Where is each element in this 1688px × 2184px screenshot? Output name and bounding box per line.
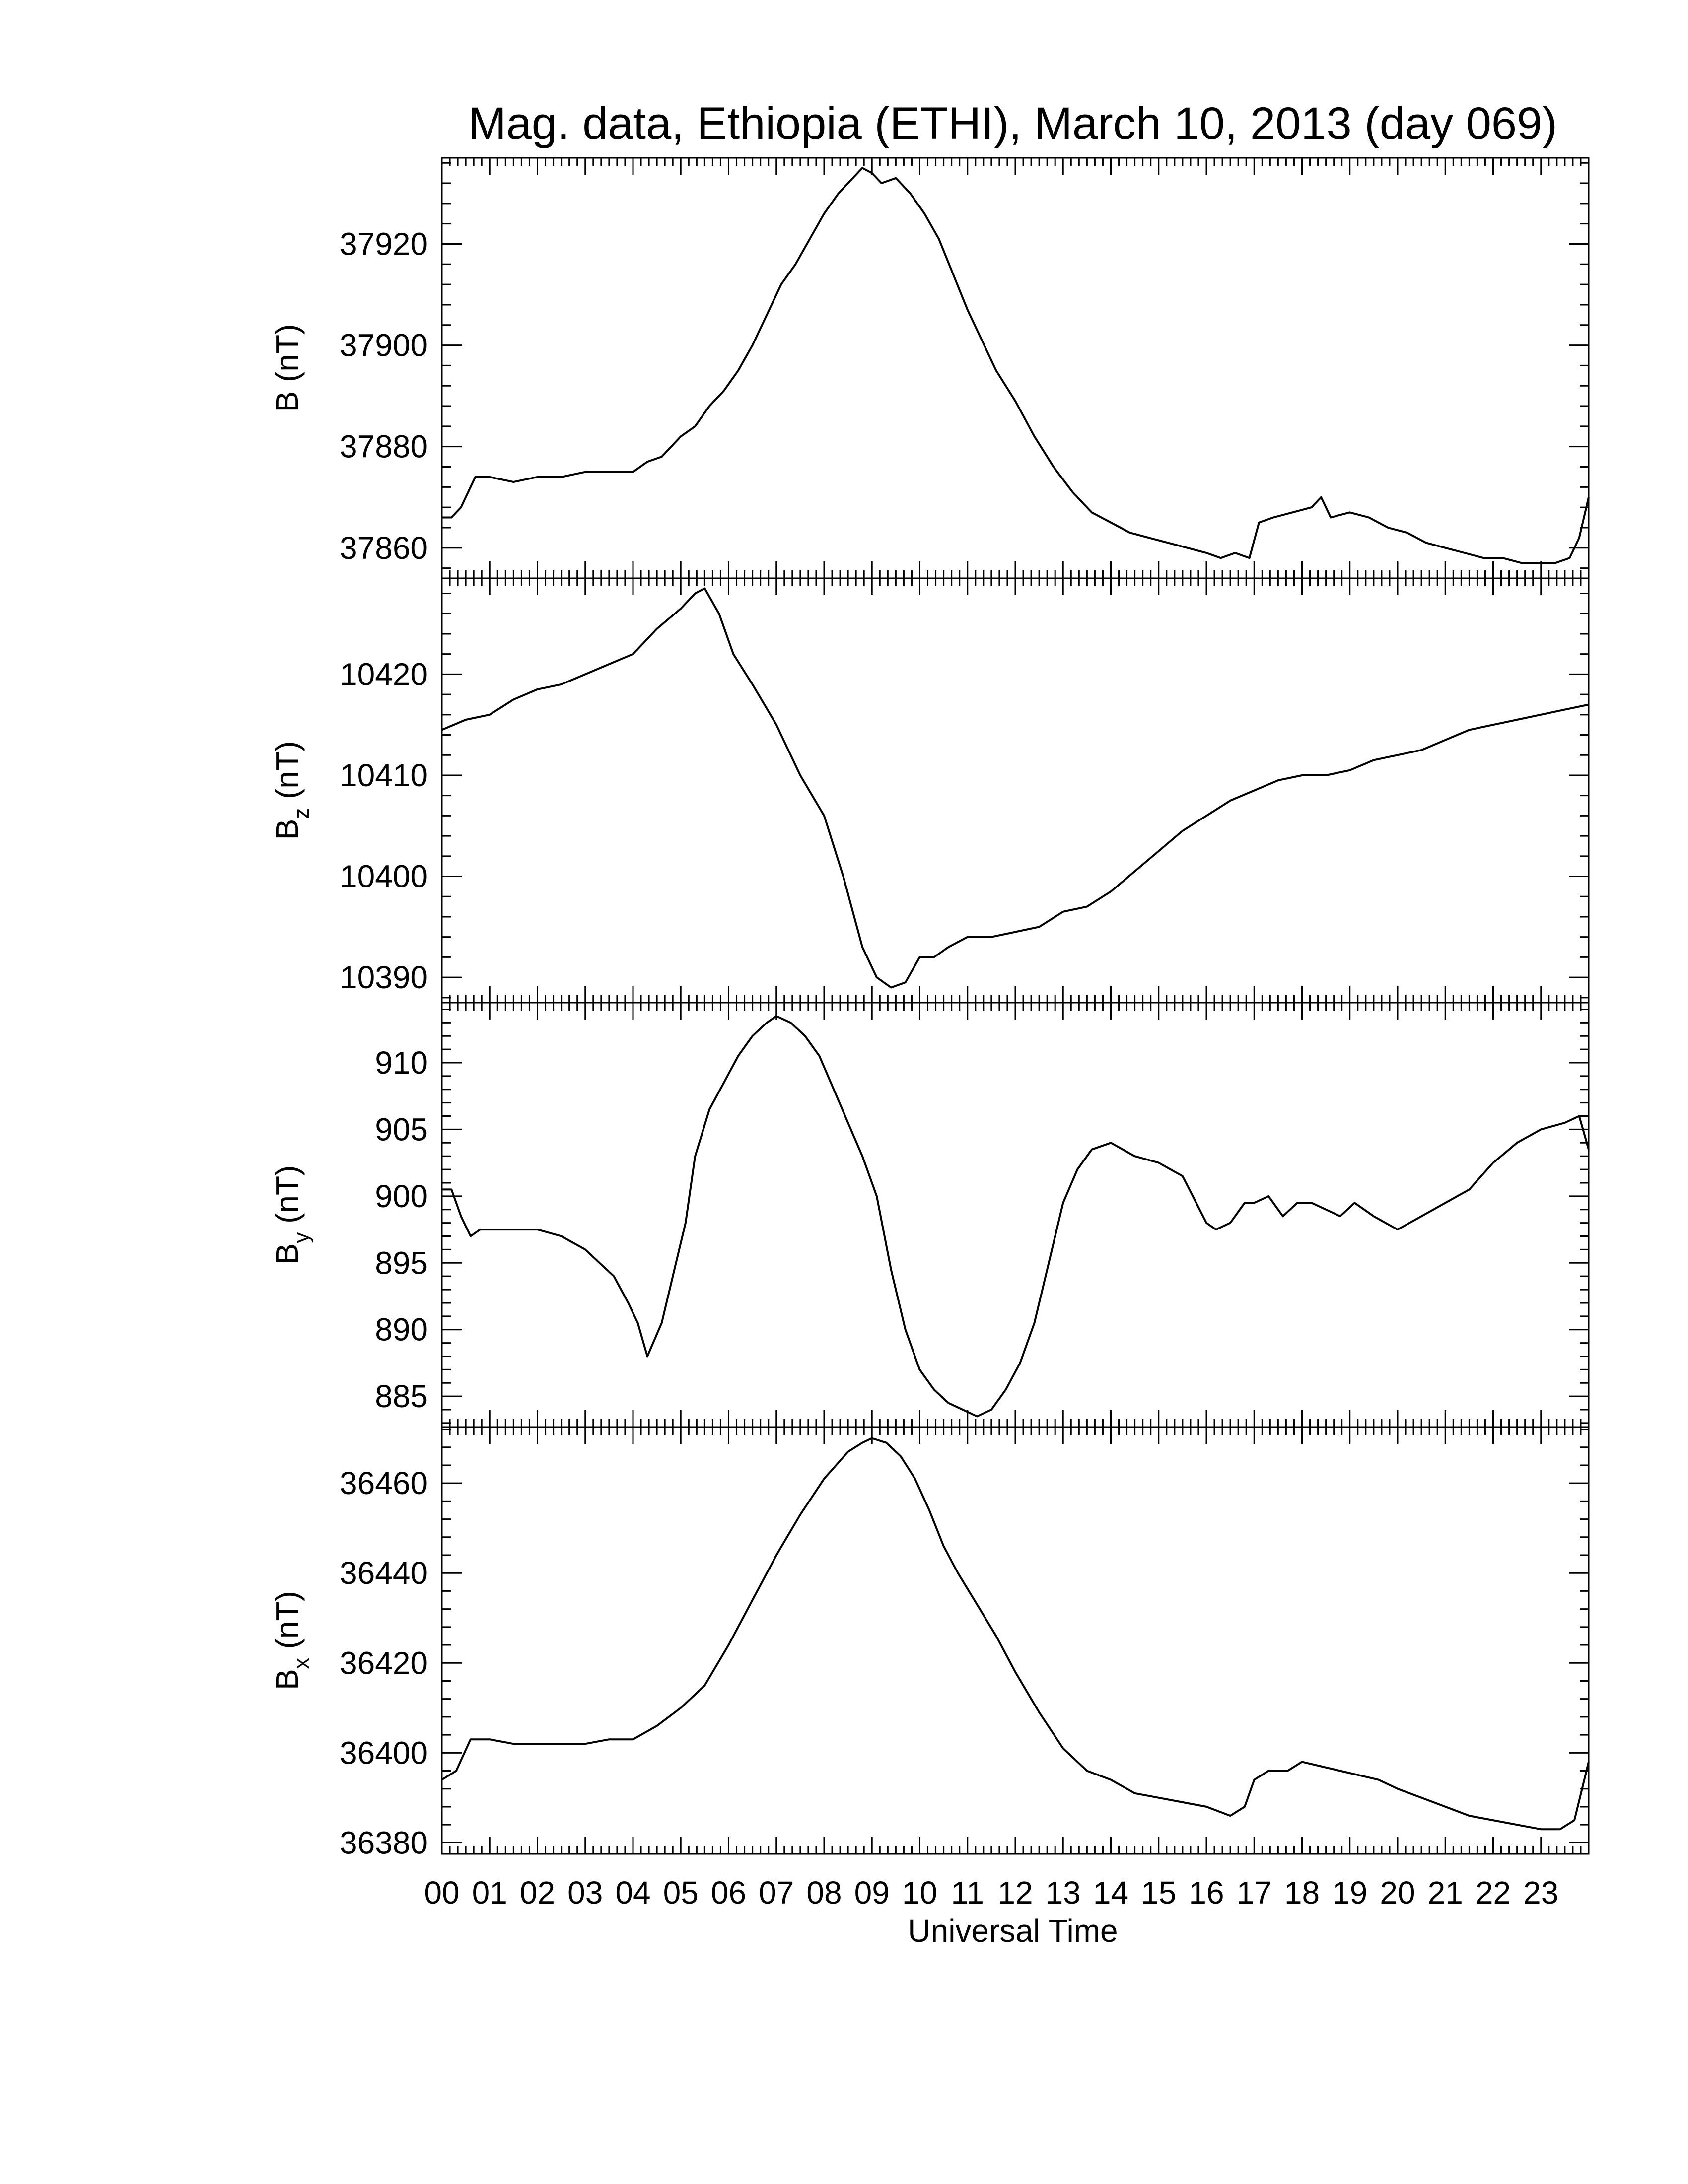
y-tick-label: 36420 xyxy=(340,1645,428,1681)
y-tick-label: 37860 xyxy=(340,530,428,566)
y-axis-label: $B_x$ (nT) xyxy=(269,1591,314,1690)
x-tick-label: 16 xyxy=(1189,1875,1224,1911)
y-tick-label: 905 xyxy=(375,1111,428,1148)
x-tick-label: 12 xyxy=(997,1875,1033,1911)
x-tick-label: 14 xyxy=(1093,1875,1129,1911)
y-tick-label: 10410 xyxy=(340,757,428,793)
x-tick-label: 19 xyxy=(1332,1875,1368,1911)
y-tick-label: 37900 xyxy=(340,327,428,363)
x-tick-label: 08 xyxy=(806,1875,842,1911)
y-tick-label: 36400 xyxy=(340,1735,428,1771)
y-tick-label: 10390 xyxy=(340,959,428,996)
x-tick-label: 11 xyxy=(951,1875,984,1911)
y-tick-label: 37920 xyxy=(340,226,428,262)
x-tick-label: 03 xyxy=(567,1875,603,1911)
y-axis-label: $B_y$ (nT) xyxy=(269,1165,314,1265)
x-tick-label: 13 xyxy=(1045,1875,1081,1911)
x-axis-label: Universal Time xyxy=(908,1913,1118,1949)
x-tick-label: 07 xyxy=(759,1875,794,1911)
y-tick-label: 895 xyxy=(375,1245,428,1281)
y-tick-label: 910 xyxy=(375,1044,428,1081)
x-tick-label: 10 xyxy=(902,1875,938,1911)
x-tick-label: 15 xyxy=(1141,1875,1177,1911)
x-tick-label: 21 xyxy=(1427,1875,1463,1911)
y-axis-label: $B_z$ (nT) xyxy=(269,741,314,840)
x-tick-label: 05 xyxy=(663,1875,699,1911)
x-tick-label: 20 xyxy=(1380,1875,1415,1911)
y-tick-label: 37880 xyxy=(340,428,428,465)
x-tick-label: 06 xyxy=(710,1875,747,1911)
x-tick-label: 04 xyxy=(615,1875,651,1911)
x-tick-label: 00 xyxy=(424,1875,460,1911)
x-tick-label: 18 xyxy=(1284,1875,1320,1911)
y-tick-label: 36380 xyxy=(340,1825,428,1861)
y-tick-label: 890 xyxy=(375,1311,428,1348)
x-tick-label: 09 xyxy=(854,1875,890,1911)
y-axis-label: B (nT) xyxy=(269,324,305,412)
y-tick-label: 900 xyxy=(375,1178,428,1214)
y-tick-label: 36460 xyxy=(340,1465,428,1502)
x-tick-label: 01 xyxy=(472,1875,507,1911)
y-tick-label: 10420 xyxy=(340,656,428,692)
x-tick-label: 17 xyxy=(1236,1875,1272,1911)
chart-title: Mag. data, Ethiopia (ETHI), March 10, 2013 (day 069) xyxy=(468,98,1557,149)
y-tick-label: 885 xyxy=(375,1378,428,1415)
y-tick-label: 10400 xyxy=(340,858,428,894)
y-tick-label: 36440 xyxy=(340,1555,428,1591)
x-tick-label: 02 xyxy=(519,1875,556,1911)
x-tick-label: 22 xyxy=(1475,1875,1511,1911)
x-tick-label: 23 xyxy=(1523,1875,1559,1911)
